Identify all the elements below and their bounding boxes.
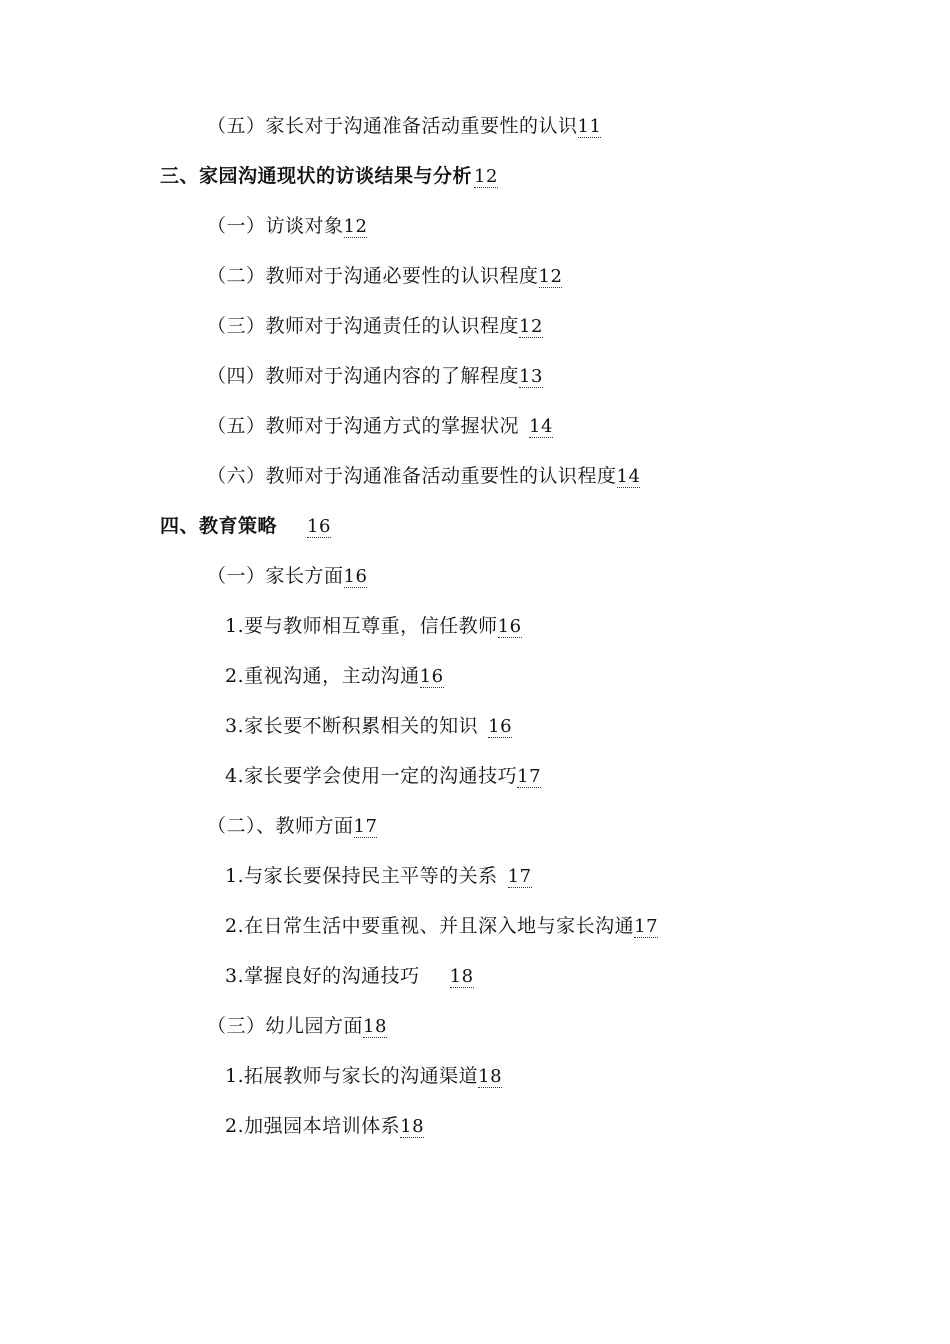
toc-entry[interactable] <box>207 361 543 391</box>
toc-page-link[interactable]: 18 <box>363 1016 387 1037</box>
toc-entry[interactable] <box>160 511 331 541</box>
toc-entry-title: （三）教师对于沟通责任的认识程度 <box>207 315 520 337</box>
toc-entry-title: 3.掌握良好的沟通技巧 <box>225 965 420 987</box>
toc-entry-title: 四、教育策略 <box>160 515 278 537</box>
toc-entry[interactable] <box>225 1111 424 1141</box>
toc-entry-title: 4.家长要学会使用一定的沟通技巧 <box>225 765 518 787</box>
toc-entry[interactable] <box>225 711 512 741</box>
toc-entry[interactable] <box>207 261 562 291</box>
toc-entry[interactable] <box>225 1061 502 1091</box>
toc-entry-title: 2.加强园本培训体系 <box>225 1115 401 1137</box>
toc-entry[interactable] <box>207 311 543 341</box>
toc-page-link[interactable]: 11 <box>577 116 602 137</box>
toc-page-link[interactable]: 18 <box>400 1116 425 1137</box>
toc-entry[interactable] <box>225 661 444 691</box>
toc-entry[interactable] <box>225 761 541 791</box>
toc-entry-title: 2.在日常生活中要重视、并且深入地与家长沟通 <box>225 915 635 937</box>
toc-page-link[interactable]: 16 <box>419 666 444 687</box>
toc-page-link[interactable]: 16 <box>343 566 368 587</box>
toc-page-link[interactable]: 13 <box>519 366 543 387</box>
toc-entry[interactable] <box>207 1011 387 1041</box>
toc-page-link[interactable]: 16 <box>497 616 522 637</box>
toc-entry[interactable] <box>225 861 532 891</box>
toc-page-link[interactable]: 14 <box>529 416 553 437</box>
toc-page-link[interactable]: 12 <box>538 266 563 287</box>
toc-page-link[interactable]: 16 <box>488 716 513 737</box>
toc-entry-title: （二）、教师方面 <box>207 815 354 837</box>
toc-page-link[interactable]: 16 <box>307 516 331 537</box>
toc-entry[interactable] <box>160 161 498 191</box>
toc-entry-title: 1.与家长要保持民主平等的关系 <box>225 865 498 887</box>
toc-page-link[interactable]: 18 <box>449 966 474 987</box>
toc-entry-title: （五）教师对于沟通方式的掌握状况 <box>207 415 520 437</box>
toc-entry[interactable] <box>207 561 367 591</box>
toc-entry-title: （五）家长对于沟通准备活动重要性的认识 <box>207 115 578 137</box>
toc-page-link[interactable]: 12 <box>519 316 543 337</box>
toc-entry-title: 2.重视沟通，主动沟通 <box>225 665 420 687</box>
toc-page-link[interactable]: 12 <box>343 216 368 237</box>
toc-entry[interactable] <box>207 811 377 841</box>
toc-page-link[interactable]: 18 <box>478 1066 503 1087</box>
toc-entry[interactable] <box>207 111 601 141</box>
toc-entry-title: （六）教师对于沟通准备活动重要性的认识程度 <box>207 465 617 487</box>
toc-entry-title: （一）访谈对象 <box>207 215 344 237</box>
toc-page-link[interactable]: 12 <box>474 166 498 187</box>
toc-entry-title: 1.拓展教师与家长的沟通渠道 <box>225 1065 479 1087</box>
toc-entry[interactable] <box>225 961 474 991</box>
toc-entry-title: 3.家长要不断积累相关的知识 <box>225 715 479 737</box>
toc-page-link[interactable]: 17 <box>634 916 659 937</box>
toc-entry[interactable] <box>207 461 640 491</box>
toc-page-link[interactable]: 17 <box>517 766 542 787</box>
toc-entry[interactable] <box>225 911 658 941</box>
toc-entry-title: （三）幼儿园方面 <box>207 1015 364 1037</box>
toc-entry-title: 1.要与教师相互尊重，信任教师 <box>225 615 498 637</box>
toc-entry-title: （一）家长方面 <box>207 565 344 587</box>
toc-page-link[interactable]: 17 <box>507 866 532 887</box>
toc-entry-title: （四）教师对于沟通内容的了解程度 <box>207 365 520 387</box>
toc-page-link[interactable]: 17 <box>353 816 378 837</box>
toc-entry[interactable] <box>207 411 553 441</box>
toc-entry[interactable] <box>225 611 522 641</box>
toc-entry-title: 三、家园沟通现状的访谈结果与分析 <box>160 165 473 187</box>
toc-entry[interactable] <box>207 211 367 241</box>
toc-page-link[interactable]: 14 <box>616 466 641 487</box>
toc-entry-title: （二）教师对于沟通必要性的认识程度 <box>207 265 539 287</box>
